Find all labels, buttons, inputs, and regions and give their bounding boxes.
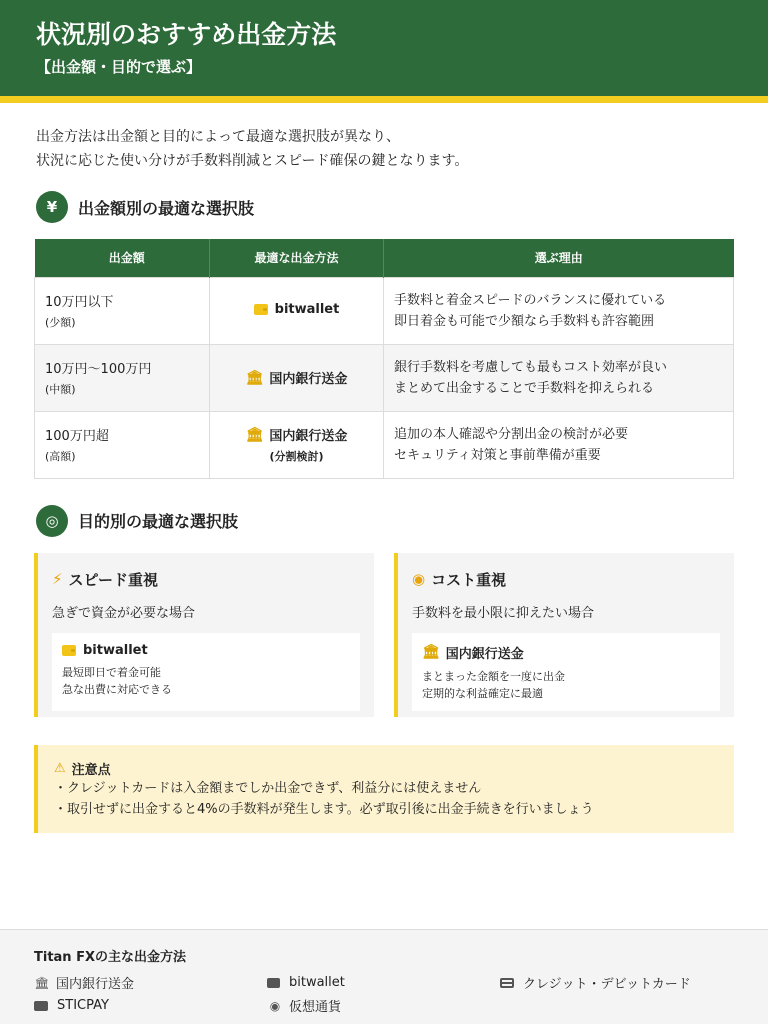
coins-icon: ◉ bbox=[412, 570, 426, 588]
recommendation-method: 国内銀行送金 bbox=[445, 646, 524, 662]
table-row bbox=[35, 277, 734, 344]
page-header bbox=[0, 0, 768, 96]
table-header-row bbox=[35, 239, 734, 277]
method-cell bbox=[210, 344, 384, 411]
amount-category: (少額) bbox=[45, 316, 76, 329]
method-note: (分割検討) bbox=[269, 450, 324, 463]
wallet-icon bbox=[62, 645, 76, 656]
recommendation-title bbox=[62, 643, 350, 658]
reason-line: 手数料と着金スピードのバランスに優れている bbox=[394, 292, 667, 308]
amount-value: 100万円超 bbox=[45, 429, 109, 444]
bank-icon: 🏛 bbox=[34, 975, 50, 990]
method-name: bitwallet bbox=[274, 302, 340, 317]
footer-method-label: 仮想通貨 bbox=[289, 1000, 342, 1015]
amount-category: (高額) bbox=[45, 450, 76, 463]
column-header: 出金額 bbox=[35, 239, 210, 277]
intro-text bbox=[0, 103, 768, 173]
footer-method-item bbox=[267, 996, 500, 1015]
table-row bbox=[35, 344, 734, 411]
warning-icon: ⚠ bbox=[54, 760, 66, 776]
footer-method-label: STICPAY bbox=[57, 998, 109, 1013]
card-title-text: コスト重視 bbox=[431, 570, 507, 589]
amount-value: 10万円以下 bbox=[45, 295, 114, 310]
recommendation-title bbox=[422, 643, 710, 662]
amount-cell bbox=[35, 344, 210, 411]
card-title bbox=[412, 569, 720, 590]
intro-line: 出金方法は出金額と目的によって最適な選択肢が異なり、 bbox=[36, 129, 400, 145]
method-name: 国内銀行送金 bbox=[269, 429, 348, 444]
method-name: 国内銀行送金 bbox=[269, 372, 348, 387]
card-recommendation bbox=[412, 633, 720, 711]
card-description: 急ぎで資金が必要な場合 bbox=[52, 605, 196, 621]
card-title-text: スピード重視 bbox=[68, 570, 158, 589]
warning-item: ・取引せずに出金すると4%の手数料が発生します。必ず取引後に出金手続きを行いましょう bbox=[54, 801, 594, 817]
method-cell bbox=[210, 411, 384, 478]
footer bbox=[0, 929, 768, 1024]
recommendation-line: 急な出費に対応できる bbox=[62, 682, 172, 696]
footer-method-item bbox=[267, 973, 500, 992]
warning-item: ・クレジットカードは入金額までしか出金できず、利益分には使えません bbox=[54, 780, 482, 796]
column-header: 最適な出金方法 bbox=[210, 239, 384, 277]
amount-value: 10万円〜100万円 bbox=[45, 362, 152, 377]
column-header: 選ぶ理由 bbox=[384, 239, 734, 277]
footer-title: Titan FXの主な出金方法 bbox=[34, 950, 186, 965]
reason-line: セキュリティ対策と事前準備が重要 bbox=[394, 447, 601, 463]
reason-line: 追加の本人確認や分割出金の検討が必要 bbox=[394, 426, 629, 442]
amount-table bbox=[34, 239, 734, 479]
reason-line: まとめて出金することで手数料を抑えられる bbox=[394, 380, 655, 396]
warning-title bbox=[54, 759, 718, 778]
footer-method-item bbox=[34, 973, 267, 992]
yen-icon: ¥ bbox=[36, 191, 68, 223]
purpose-card-speed bbox=[34, 553, 374, 717]
reason-cell bbox=[384, 411, 734, 478]
card-description: 手数料を最小限に抑えたい場合 bbox=[412, 605, 595, 621]
warning-title-text: 注意点 bbox=[71, 762, 111, 778]
reason-cell bbox=[384, 344, 734, 411]
footer-methods bbox=[34, 973, 734, 1015]
reason-line: 即日着金も可能で少額なら手数料も許容範囲 bbox=[394, 313, 655, 329]
footer-method-label: 国内銀行送金 bbox=[56, 977, 135, 992]
footer-method-item bbox=[34, 996, 267, 1015]
purpose-card-cost bbox=[394, 553, 734, 717]
section-purpose-header bbox=[0, 505, 768, 537]
page-title: 状況別のおすすめ出金方法 bbox=[36, 20, 337, 49]
method-label bbox=[246, 425, 348, 444]
wallet-icon bbox=[267, 978, 280, 988]
recommendation-text bbox=[62, 664, 350, 698]
footer-method-label: クレジット・デビットカード bbox=[523, 977, 691, 992]
card-title bbox=[52, 569, 360, 590]
footer-method-label: bitwallet bbox=[289, 975, 345, 990]
page-subtitle: 【出金額・目的で選ぶ】 bbox=[36, 58, 202, 76]
target-icon: ◎ bbox=[36, 505, 68, 537]
recommendation-line: まとまった金額を一度に出金 bbox=[422, 669, 565, 683]
warning-box bbox=[34, 745, 734, 833]
bank-icon: 🏛 bbox=[245, 426, 264, 443]
intro-line: 状況に応じた使い分けが手数料削減とスピード確保の鍵となります。 bbox=[36, 153, 469, 169]
table-row bbox=[35, 411, 734, 478]
recommendation-text bbox=[422, 668, 710, 702]
lightning-icon: ⚡ bbox=[52, 570, 63, 588]
coins-icon: ◉ bbox=[269, 998, 281, 1013]
purpose-cards bbox=[0, 553, 768, 717]
amount-cell bbox=[35, 411, 210, 478]
bank-icon: 🏛 bbox=[245, 369, 264, 386]
recommendation-line: 定期的な利益確定に最適 bbox=[422, 686, 543, 700]
method-label bbox=[254, 302, 340, 317]
footer-method-item bbox=[500, 973, 700, 992]
reason-cell bbox=[384, 277, 734, 344]
reason-line: 銀行手数料を考慮しても最もコスト効率が良い bbox=[394, 359, 668, 375]
amount-category: (中額) bbox=[45, 383, 76, 396]
recommendation-method: bitwallet bbox=[83, 642, 148, 658]
section-title: 出金額別の最適な選択肢 bbox=[78, 198, 255, 218]
card-recommendation bbox=[52, 633, 360, 711]
wallet-icon bbox=[254, 304, 268, 315]
section-amount-header bbox=[0, 191, 768, 223]
cash-icon bbox=[34, 1001, 48, 1011]
section-title: 目的別の最適な選択肢 bbox=[78, 512, 239, 531]
amount-cell bbox=[35, 277, 210, 344]
credit-card-icon bbox=[500, 978, 514, 988]
method-cell bbox=[210, 277, 384, 344]
method-label bbox=[246, 368, 348, 387]
bank-icon: 🏛 bbox=[422, 644, 440, 660]
header-divider bbox=[0, 96, 768, 103]
recommendation-line: 最短即日で着金可能 bbox=[62, 665, 161, 679]
